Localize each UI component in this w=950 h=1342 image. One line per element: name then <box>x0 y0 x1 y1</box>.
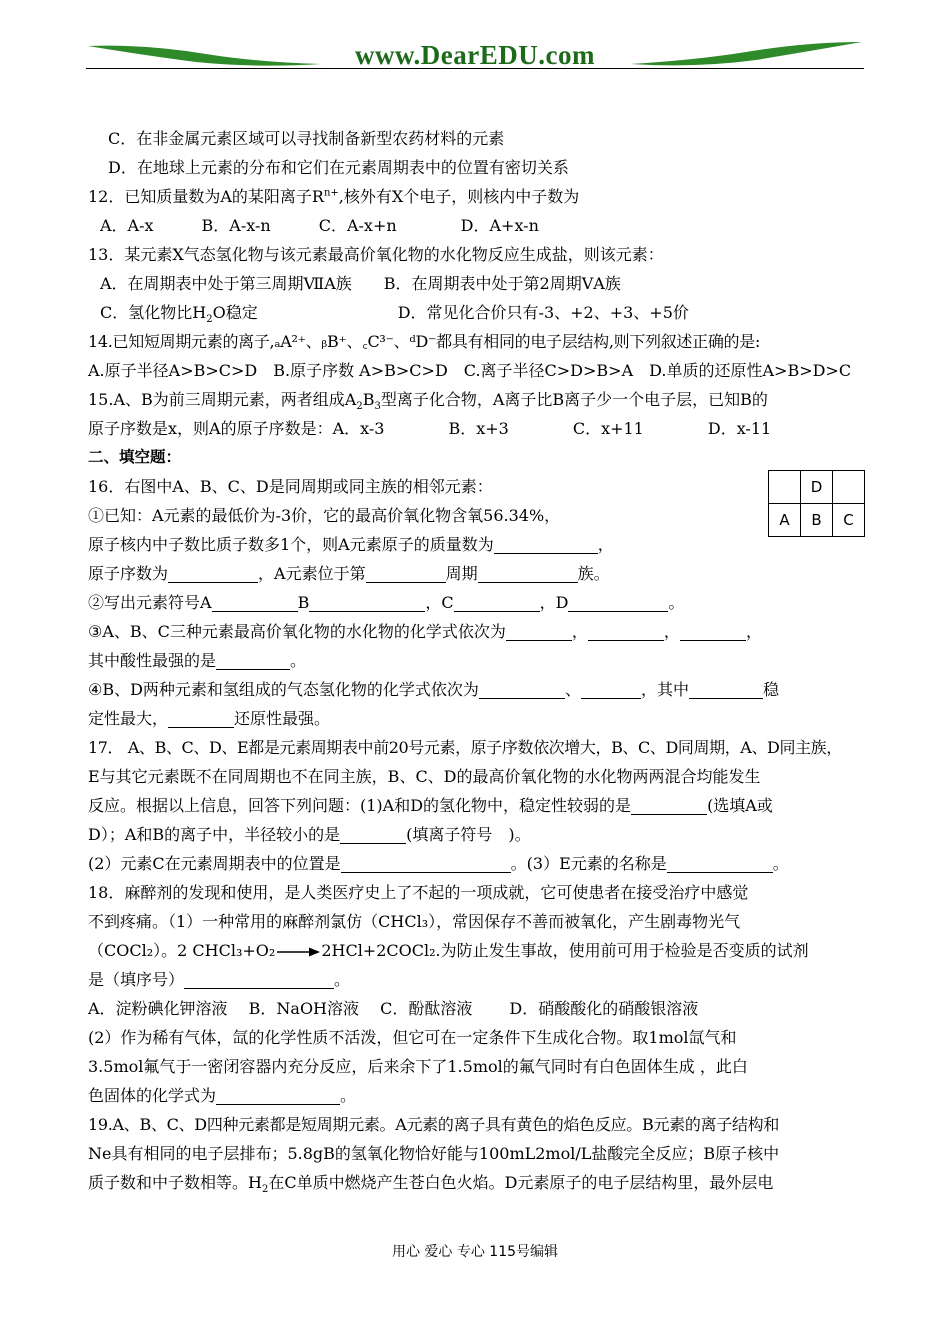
question-18-line: (2）作为稀有气体，氙的化学性质不活泼，但它可在一定条件下生成化合物。取1mol氙气和 <box>88 1028 737 1047</box>
answer-blank[interactable] <box>494 535 598 554</box>
question-18-line: 是（填序号） 。 <box>88 970 351 989</box>
question-18-options: A．淀粉碘化钾溶液 B．NaOH溶液 C．酚酞溶液 D．硝酸酸化的硝酸银溶液 <box>88 999 699 1018</box>
answer-blank[interactable] <box>506 622 572 641</box>
answer-blank[interactable] <box>581 680 641 699</box>
answer-blank[interactable] <box>479 680 565 699</box>
question-17-line: (2）元素C在元素周期表中的位置是 。(3）E元素的名称是 。 <box>88 854 789 873</box>
answer-blank[interactable] <box>184 970 334 989</box>
question-16-part3: ③A、B、C三种元素最高价氧化物的水化物的化学式依次为 ， ， ， <box>88 622 762 641</box>
section-heading: 二、填空题： <box>88 448 182 466</box>
question-16-part2: ②写出元素符号A B ，C ，D 。 <box>88 593 685 612</box>
question-16-line: 原子核内中子数比质子数多1个，则A元素原子的质量数为 ， <box>88 535 614 554</box>
question-15: 15.A、B为前三周期元素，两者组成$A_2B_3$型离子化合物，A离子比B离子少一个电子层，已知B的 <box>88 390 768 413</box>
question-17-line: E与其它元素既不在同周期也不在同主族，B、C、D的最高价氧化物的水化物两两混合均能发生 <box>88 767 761 786</box>
answer-blank[interactable] <box>680 622 746 641</box>
document-body <box>88 124 878 1197</box>
question-17: 17． A、B、C、D、E都是元素周期表中前20号元素，原子序数依次增大，B、C、D同周期，A、D同主族， <box>88 738 842 757</box>
question-17-line: 反应。根据以上信息，回答下列问题：(1)A和D的氢化物中，稳定性较弱的是 (选填A或 <box>88 796 773 815</box>
question-18-line: 不到疼痛。（1）一种常用的麻醉剂氯仿（CHCl₃），常因保存不善而被氧化，产生剧毒物光气 <box>88 912 741 931</box>
grid-cell: C <box>833 504 865 537</box>
header-rule <box>86 68 864 69</box>
question-19: 19.A、B、C、D四种元素都是短周期元素。A元素的离子具有黄色的焰色反应。B元素的离子结构和 <box>88 1115 780 1134</box>
answer-blank[interactable] <box>689 680 763 699</box>
question-18: 18．麻醉剂的发现和使用，是人类医疗史上了不起的一项成就，它可使患者在接受治疗中感觉 <box>88 883 749 902</box>
question-14-options: A.原子半径A>B>C>D B.原子序数 A>B>C>D C.离子半径C>D>B>A D.单质的还原性A>B>D>C <box>88 361 852 380</box>
question-16-part4: ④B、D两种元素和氢组成的气态氢化物的化学式依次为 、 ，其中 稳 <box>88 680 779 699</box>
answer-blank[interactable] <box>667 854 773 873</box>
question-12: 12．已知质量数为A的某阳离子$R^{n+}$,核外有X个电子，则核内中子数为 <box>88 187 580 206</box>
question-17-line: D）；A和B的离子中，半径较小的是 (填离子符号 )。 <box>88 825 531 844</box>
option-line: C．在非金属元素区域可以寻找制备新型农药材料的元素 <box>108 129 505 148</box>
grid-cell: B <box>801 504 833 537</box>
answer-blank[interactable] <box>340 825 406 844</box>
question-18-line: 3.5mol氟气于一密闭容器内充分反应，后来余下了1.5mol的氟气同时有白色固体生成 ，此白 <box>88 1057 748 1076</box>
page-footer: 用心 爱心 专心 115号编辑 <box>391 1244 559 1260</box>
question-16: 16．右图中A、B、C、D是同周期或同主族的相邻元素： <box>88 477 493 496</box>
question-18-line: （COCl₂）。2 CHCl₃+O₂ 2HCl+2COCl₂.为防止发生事故，使用前可用于检验是否变质的试剂 <box>88 941 809 960</box>
question-18-line: 色固体的化学式为 。 <box>88 1086 357 1105</box>
answer-blank[interactable] <box>168 564 258 583</box>
answer-blank[interactable] <box>216 651 290 670</box>
option-line: D．在地球上元素的分布和它们在元素周期表中的位置有密切关系 <box>108 158 569 177</box>
question-14: 14.已知短周期元素的离子,ₐA²⁺、ᵦB⁺、꜀C³⁻、ᵈD⁻都具有相同的电子层结构,则下列叙述正确的是: <box>88 332 761 351</box>
answer-blank[interactable] <box>212 593 298 612</box>
answer-blank[interactable] <box>478 564 578 583</box>
question-13-options-cd: C．氢化物比$H_2O$稳定 D．常见化合价只有-3、+2、+3、+5价 <box>100 303 689 326</box>
question-12-options: A．A-x B．A-x-n C．A-x+n D．A+x-n <box>100 216 539 235</box>
answer-blank[interactable] <box>454 593 540 612</box>
answer-blank[interactable] <box>309 593 425 612</box>
question-16-part1: ①已知：A元素的最低价为-3价，它的最高价氧化物含氧56.34%， <box>88 506 561 525</box>
question-16-line: 原子序数为 ，A元素位于第 周期 族。 <box>88 564 610 583</box>
page-header <box>86 38 864 78</box>
answer-blank[interactable] <box>366 564 446 583</box>
question-19-line: Ne具有相同的电子层排布；5.8gB的氢氧化物恰好能与100mL2mol/L盐酸完全反应；B原子核中 <box>88 1144 780 1163</box>
reaction-arrow-icon <box>275 946 321 958</box>
grid-cell: A <box>769 504 801 537</box>
question-16-line: 其中酸性最强的是 。 <box>88 651 307 670</box>
question-13: 13．某元素X气态氢化物与该元素最高价氧化物的水化物反应生成盐，则该元素： <box>88 245 664 264</box>
question-15-options: 原子序数是x，则A的原子序数是：A．x-3 B．x+3 C．x+11 D．x-11 <box>88 419 772 438</box>
answer-blank[interactable] <box>568 593 668 612</box>
answer-blank[interactable] <box>168 709 234 728</box>
answer-blank[interactable] <box>341 854 511 873</box>
answer-blank[interactable] <box>588 622 664 641</box>
answer-blank[interactable] <box>631 796 707 815</box>
grid-cell: D <box>801 471 833 504</box>
site-logo[interactable]: www.DearEDU.com <box>355 40 595 70</box>
question-19-line: 质子数和中子数相等。$H_2$在C单质中燃烧产生苍白色火焰。D元素原子的电子层结构里，最外层电 <box>88 1173 774 1196</box>
question-16-line: 定性最大， 还原性最强。 <box>88 709 331 728</box>
question-13-options-ab: A．在周期表中处于第三周期ⅦA族 B．在周期表中处于第2周期ⅤA族 <box>100 274 621 293</box>
answer-blank[interactable] <box>216 1086 340 1105</box>
